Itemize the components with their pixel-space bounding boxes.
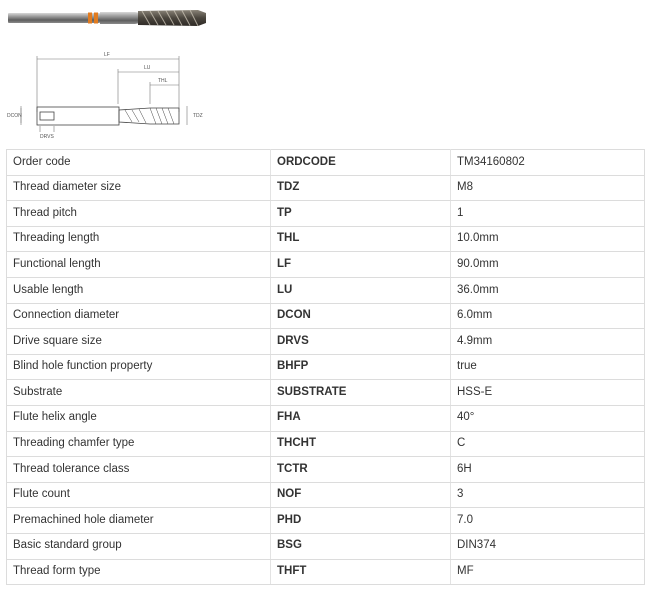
spec-row (7, 329, 645, 355)
spec-row (7, 201, 645, 227)
spec-row (7, 277, 645, 303)
spec-value: 1 (451, 201, 645, 227)
spec-label: Thread pitch (7, 201, 271, 227)
spec-code: PHD (271, 508, 451, 534)
spec-row (7, 175, 645, 201)
spec-code: DRVS (271, 329, 451, 355)
spec-value: 36.0mm (451, 277, 645, 303)
spec-row (7, 457, 645, 483)
dimension-diagram (0, 42, 215, 142)
spec-value: 40° (451, 405, 645, 431)
spec-label: Flute helix angle (7, 405, 271, 431)
spec-value: TM34160802 (451, 150, 645, 176)
spec-label: Drive square size (7, 329, 271, 355)
spec-code: SUBSTRATE (271, 380, 451, 406)
spec-table-body (7, 150, 645, 585)
spec-row (7, 482, 645, 508)
spec-row (7, 559, 645, 585)
spec-row (7, 150, 645, 176)
spec-label: Substrate (7, 380, 271, 406)
spec-code: TCTR (271, 457, 451, 483)
tdz-label: TDZ (193, 113, 203, 119)
spec-code: TP (271, 201, 451, 227)
spec-code: THCHT (271, 431, 451, 457)
spec-value: MF (451, 559, 645, 585)
spec-code: FHA (271, 405, 451, 431)
spec-row (7, 226, 645, 252)
spec-table (6, 149, 645, 585)
spec-value: true (451, 354, 645, 380)
spec-label: Threading chamfer type (7, 431, 271, 457)
dcon-label: DCON (7, 113, 22, 119)
spec-code: ORDCODE (271, 150, 451, 176)
spec-value: 6.0mm (451, 303, 645, 329)
spec-row (7, 431, 645, 457)
spec-row (7, 303, 645, 329)
spec-row (7, 405, 645, 431)
spec-label: Flute count (7, 482, 271, 508)
lf-label: LF (104, 52, 110, 58)
product-image (0, 0, 210, 36)
spec-code: NOF (271, 482, 451, 508)
spec-code: LF (271, 252, 451, 278)
spec-label: Connection diameter (7, 303, 271, 329)
spec-value: M8 (451, 175, 645, 201)
spec-code: BHFP (271, 354, 451, 380)
spec-value: 3 (451, 482, 645, 508)
thl-label: THL (158, 78, 168, 84)
spec-value: DIN374 (451, 533, 645, 559)
spec-code: LU (271, 277, 451, 303)
spec-code: THFT (271, 559, 451, 585)
spec-row (7, 380, 645, 406)
spec-row (7, 252, 645, 278)
drvs-label: DRVS (40, 134, 54, 140)
spec-row (7, 508, 645, 534)
spec-value: 6H (451, 457, 645, 483)
spec-code: THL (271, 226, 451, 252)
spec-row (7, 533, 645, 559)
spec-value: 90.0mm (451, 252, 645, 278)
spec-code: DCON (271, 303, 451, 329)
spec-value: C (451, 431, 645, 457)
spec-label: Functional length (7, 252, 271, 278)
spec-code: TDZ (271, 175, 451, 201)
spec-label: Basic standard group (7, 533, 271, 559)
spec-label: Usable length (7, 277, 271, 303)
spec-value: HSS-E (451, 380, 645, 406)
spec-row (7, 354, 645, 380)
spec-label: Thread tolerance class (7, 457, 271, 483)
spec-value: 4.9mm (451, 329, 645, 355)
spec-label: Premachined hole diameter (7, 508, 271, 534)
spec-code: BSG (271, 533, 451, 559)
lu-label: LU (144, 65, 151, 71)
spec-label: Order code (7, 150, 271, 176)
spec-value: 10.0mm (451, 226, 645, 252)
spec-value: 7.0 (451, 508, 645, 534)
spec-label: Thread form type (7, 559, 271, 585)
spec-label: Blind hole function property (7, 354, 271, 380)
spec-label: Threading length (7, 226, 271, 252)
spec-label: Thread diameter size (7, 175, 271, 201)
